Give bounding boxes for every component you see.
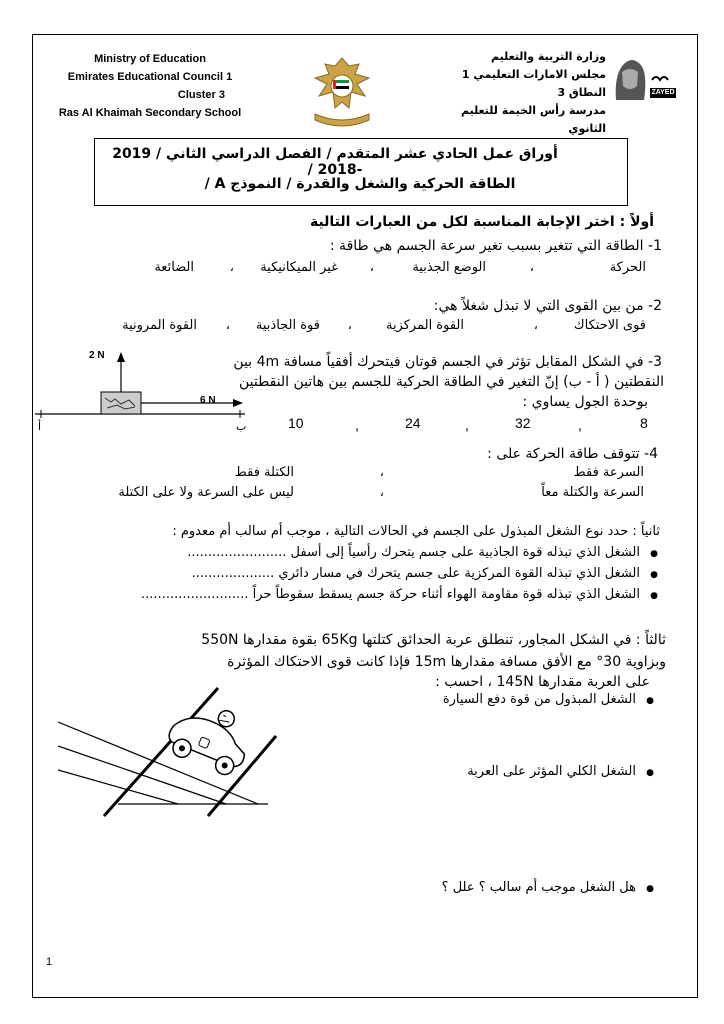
section2-item-text: الشغل الذي تبذله القوة المركزية على جسم يتحرك في مسار دائري .................... xyxy=(191,566,640,581)
page-number: 1 xyxy=(46,956,53,968)
car-incline-figure xyxy=(58,686,294,822)
q3-fig-point-a: أ xyxy=(38,420,42,433)
section2-item xyxy=(120,545,640,560)
uae-emblem-icon xyxy=(305,52,379,130)
section2-heading: ثانياً : حدد نوع الشغل المبذول على الجسم في الحالات التالية ، موجب أم سالب أم معدوم : xyxy=(172,524,660,539)
title-line-2: الطاقة الحركية والشغل والقدرة / النموذج A / xyxy=(204,176,516,192)
header-en-line: Cluster 3 xyxy=(177,89,225,101)
section2-item xyxy=(120,587,640,602)
header-en-line: Ministry of Education xyxy=(94,53,206,65)
q2-option[interactable]: القوة المركزية xyxy=(385,318,464,333)
section3-item xyxy=(336,764,636,779)
header-ar-line: النطاق 3 xyxy=(557,86,606,99)
q4-option[interactable]: الكتلة فقط xyxy=(234,465,294,480)
section3-item-text: الشغل الكلي المؤثر على العربة xyxy=(467,764,636,779)
q3-force-diagram xyxy=(35,348,255,438)
section1-heading: أولاً : اختر الإجابة المناسبة لكل من العبارات التالية xyxy=(309,214,654,230)
q2-option[interactable]: قوة الجاذبية xyxy=(255,318,320,333)
section3-item-text: الشغل المبذول من قوة دفع السيارة xyxy=(442,692,636,707)
separator: ، xyxy=(533,318,538,333)
zayed-label: ZAYED xyxy=(651,89,675,96)
section3-item-text: هل الشغل موجب أم سالب ؟ علل ؟ xyxy=(441,880,636,895)
q3-option[interactable]: 32 xyxy=(515,415,531,431)
q3-line-3: بوحدة الجول يساوي : xyxy=(522,394,648,410)
separator: ، xyxy=(379,485,384,500)
section2-item-text: الشغل الذي تبذله قوة مقاومة الهواء أثناء حركة جسم يسقط سقوطاً حراً .......................... xyxy=(141,587,640,602)
q3-line-1: 3- في الشكل المقابل تؤثر في الجسم قوتان فيتحرك أفقياً مسافة 4m بين xyxy=(233,354,662,370)
section2-item xyxy=(120,566,640,581)
q4-stem: 4- تتوقف طاقة الحركة على : xyxy=(487,446,658,462)
q2-option[interactable]: قوى الاحتكاك xyxy=(573,318,646,333)
q1-stem: 1- الطاقة التي تتغير بسبب تغير سرعة الجسم هي طاقة : xyxy=(329,238,662,254)
q3-fig-point-b: ب xyxy=(236,420,247,433)
separator: , xyxy=(355,417,359,433)
q1-option[interactable]: غير الميكانيكية xyxy=(260,260,338,275)
q1-option[interactable]: الحركة xyxy=(609,260,646,275)
separator: ، xyxy=(369,260,374,275)
separator: , xyxy=(578,417,582,433)
q1-option[interactable]: الوضع الجذبية xyxy=(412,260,486,275)
separator: ، xyxy=(379,465,384,480)
section3-item xyxy=(316,880,636,895)
q3-option[interactable]: 8 xyxy=(640,415,648,431)
header-ar-line: وزارة التربية والتعليم xyxy=(491,50,606,63)
title-line-1: أوراق عمل الحادي عشر المتقدم / الفصل الدراسي الثاني / 2019 -2018 / xyxy=(112,146,558,178)
header-ar-line: مدرسة رأس الخيمة للتعليم الثانوي xyxy=(460,104,606,135)
q3-fig-up-label: 2 N xyxy=(89,350,105,361)
q3-option[interactable]: 10 xyxy=(288,415,304,431)
q3-line-2: النقطتين ( أ - ب) إنّ التغير في الطاقة الحركية للجسم بين هاتين النقطتين xyxy=(239,374,664,390)
q4-option[interactable]: ليس على السرعة ولا على الكتلة xyxy=(118,485,294,500)
header-english xyxy=(55,50,245,122)
separator: , xyxy=(465,417,469,433)
separator: ، xyxy=(225,318,230,333)
separator: ، xyxy=(529,260,534,275)
q3-option[interactable]: 24 xyxy=(405,415,421,431)
q4-option[interactable]: السرعة والكتلة معاً xyxy=(541,485,644,500)
section3-line-3: على العربة مقدارها 145N ، احسب : xyxy=(435,674,650,690)
q2-option[interactable]: القوة المرونية xyxy=(122,318,197,333)
separator: ، xyxy=(229,260,234,275)
q4-option[interactable]: السرعة فقط xyxy=(573,465,644,480)
section3-line-2: وبزاوية 30° مع الأفق مسافة مقدارها 15m فإذا كانت قوى الاحتكاك المؤثرة xyxy=(227,654,666,670)
header-en-line: Emirates Educational Council 1 xyxy=(67,71,233,83)
section3-item xyxy=(336,692,636,707)
header-en-line: Ras Al Khaimah Secondary School xyxy=(58,107,242,119)
separator: ، xyxy=(347,318,352,333)
section3-line-1: ثالثاً : في الشكل المجاور، تنطلق عربة الحدائق كتلتها 65Kg بقوة مقدارها 550N xyxy=(201,632,666,648)
q3-fig-right-label: 6 N xyxy=(200,395,216,406)
header-arabic xyxy=(420,48,606,138)
q2-stem: 2- من بين القوى التي لا تبذل شغلاً هي: xyxy=(433,298,662,314)
q1-option[interactable]: الضائعة xyxy=(154,260,194,275)
zayed-logo xyxy=(610,52,680,118)
section2-item-text: الشغل الذي تبذله قوة الجاذبية على جسم يتحرك رأسياً إلى أسفل ........................ xyxy=(187,545,640,560)
header-ar-line: مجلس الامارات التعليمي 1 xyxy=(461,68,606,81)
